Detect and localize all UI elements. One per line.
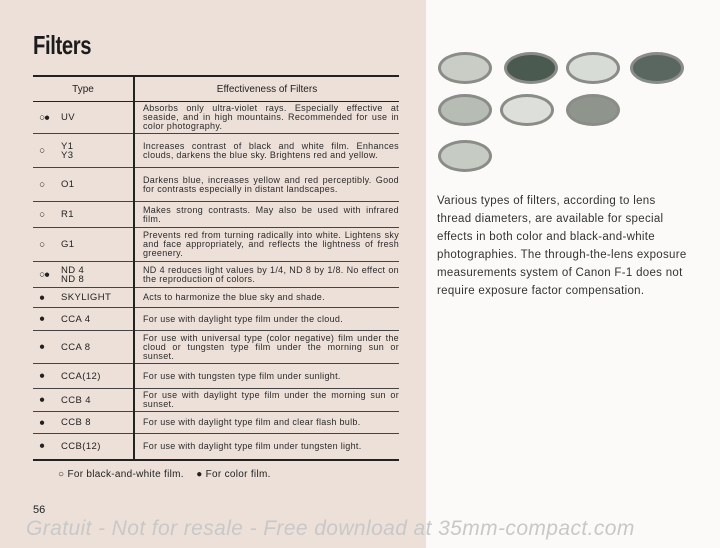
filter-effect-cell: Darkens blue, increases yellow and red perceptibly. Good for contrasts especially in distant landscapes. (134, 168, 399, 202)
filter-effect-cell: For use with universal type (color negative) film under the cloud or tungsten type film under the morning sun or sunset. (134, 331, 399, 364)
filter-effect-cell: Increases contrast of black and white film. Enhances clouds, darkens the blue sky. Brightens red and yellow. (134, 134, 399, 168)
filter-disc (438, 94, 492, 126)
filter-row (33, 288, 399, 308)
film-symbol: ● (39, 440, 45, 452)
filter-type-name: UV (61, 112, 75, 123)
page-number: 56 (33, 504, 46, 516)
film-symbol: ● (39, 313, 45, 325)
film-symbol: ● (39, 417, 45, 428)
filter-discs-image (434, 48, 694, 188)
filter-type-name: Y1 Y3 (61, 140, 74, 161)
film-symbol: ○ (39, 239, 45, 250)
table-header-row (33, 76, 399, 102)
filter-type-name: G1 (61, 239, 75, 250)
filter-type-cell (33, 434, 134, 460)
filter-row (33, 308, 399, 331)
film-symbol: ● (39, 394, 45, 406)
filter-row (33, 228, 399, 262)
filter-effect-cell: For use with daylight type film under the cloud. (134, 308, 399, 331)
film-symbol: ○ (39, 145, 45, 156)
filter-disc (566, 52, 620, 84)
filter-type-cell (33, 168, 134, 202)
description-text: Various types of filters, according to lens thread diameters, are available for special effects in both color and black-and-white photographies. The through-the-lens exposure measurements system of Canon F-1 does not require exposure factor compensation. (437, 195, 687, 297)
filter-type-cell (33, 102, 134, 134)
film-symbol: ● (39, 341, 45, 353)
filter-disc (438, 52, 492, 84)
filter-type-cell (33, 308, 134, 331)
filter-effect-cell: For use with daylight type film under the morning sun or sunset. (134, 389, 399, 412)
filter-type-cell (33, 262, 134, 288)
effectiveness-column-header: Effectiveness of Filters (134, 76, 399, 102)
film-symbol: ● (39, 370, 45, 382)
filter-row (33, 364, 399, 389)
filter-type-cell (33, 202, 134, 228)
color-film-label: For color film. (205, 469, 271, 480)
filter-effect-cell: Acts to harmonize the blue sky and shade. (134, 288, 399, 308)
filter-type-name: CCA 4 (61, 313, 91, 325)
filter-rows (33, 102, 399, 460)
legend (58, 469, 271, 480)
filter-disc (438, 140, 492, 172)
filter-type-name: SKYLIGHT (61, 292, 112, 303)
filter-row (33, 202, 399, 228)
filter-type-name: O1 (61, 179, 75, 190)
filter-disc (504, 52, 558, 84)
film-symbol: ● (39, 292, 45, 303)
filters-description (437, 192, 689, 300)
film-symbol: ○● (39, 269, 50, 280)
filter-effect-cell: ND 4 reduces light values by 1/4, ND 8 by 1/8. No effect on the reproduction of colors. (134, 262, 399, 288)
filter-row (33, 412, 399, 434)
filter-type-cell (33, 364, 134, 389)
filter-type-name: ND 4 ND 8 (61, 264, 85, 285)
filter-effect-cell: Prevents red from turning radically into white. Lightens sky and face appropriately, and reflects the lightness of fresh greenery. (134, 228, 399, 262)
filter-disc (566, 94, 620, 126)
film-symbol: ○ (39, 179, 45, 190)
film-symbol: ○ (39, 209, 45, 220)
filter-type-name: CCB 4 (61, 394, 91, 406)
filter-type-cell (33, 389, 134, 412)
filter-type-name: CCA(12) (61, 370, 101, 382)
filter-row (33, 102, 399, 134)
filter-type-cell (33, 228, 134, 262)
filter-disc (500, 94, 554, 126)
watermark: Gratuit - Not for resale - Free download at 35mm-compact.com (26, 517, 635, 540)
filter-row (33, 262, 399, 288)
filter-type-cell (33, 331, 134, 364)
filter-row (33, 389, 399, 412)
color-film-symbol: ● (196, 469, 203, 480)
filter-type-name: CCB 8 (61, 417, 91, 428)
filters-table (33, 75, 399, 461)
filter-row (33, 168, 399, 202)
filter-effect-cell: Makes strong contrasts. May also be used with infrared film. (134, 202, 399, 228)
filter-type-name: CCB(12) (61, 440, 101, 452)
filter-effect-cell: For use with tungsten type film under sunlight. (134, 364, 399, 389)
filter-disc (630, 52, 684, 84)
filter-effect-cell: For use with daylight type film and clear flash bulb. (134, 412, 399, 434)
filter-type-name: R1 (61, 209, 74, 220)
filter-row (33, 134, 399, 168)
film-symbol: ○● (39, 112, 50, 123)
bw-film-symbol: ○ (58, 469, 65, 480)
page-title: Filters (33, 30, 92, 60)
filter-effect-cell: For use with daylight type film under tungsten light. (134, 434, 399, 460)
filter-effect-cell: Absorbs only ultra-violet rays. Especially effective at seaside, and in high mountains. Recommended for use in color photography. (134, 102, 399, 134)
type-column-header: Type (33, 76, 134, 102)
filter-row (33, 331, 399, 364)
filter-type-cell (33, 288, 134, 308)
filter-type-cell (33, 412, 134, 434)
filter-type-cell (33, 134, 134, 168)
bw-film-label: For black-and-white film. (67, 469, 184, 480)
filter-type-name: CCA 8 (61, 341, 91, 353)
filter-row (33, 434, 399, 460)
